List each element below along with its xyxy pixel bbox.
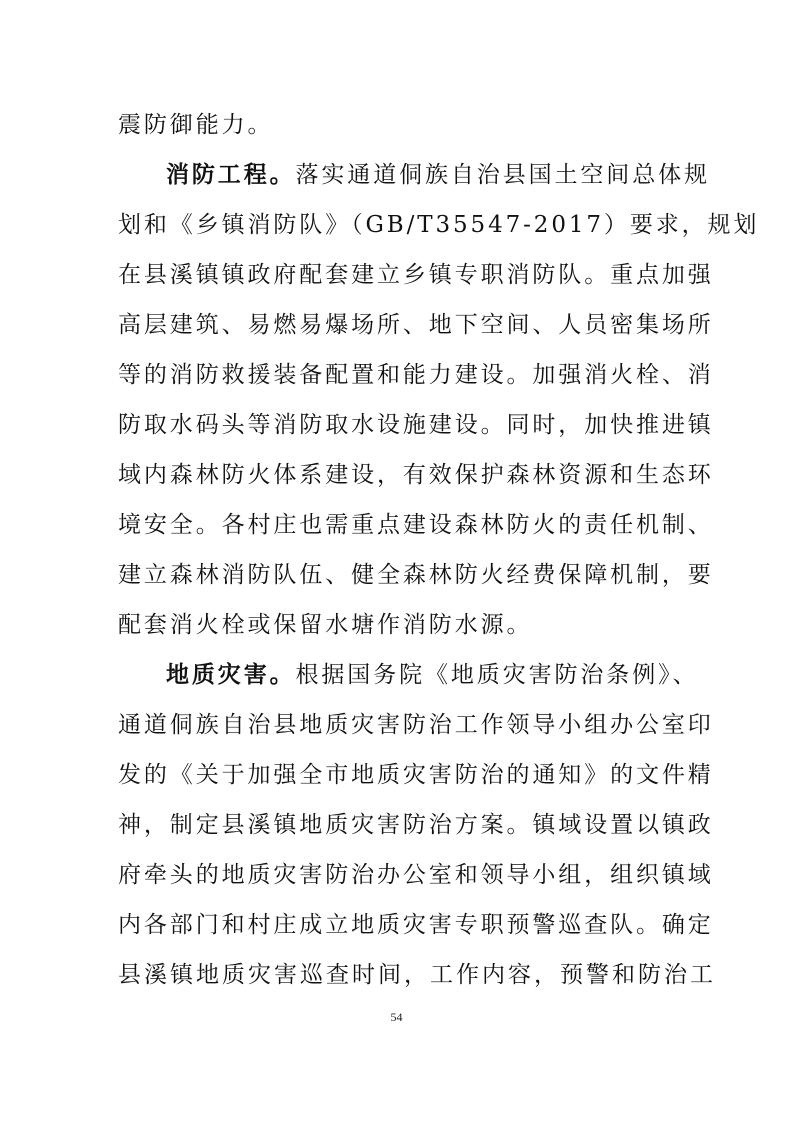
text-line (118, 455, 714, 495)
line-text: 根据国务院《地质灾害防治条例》、 (295, 662, 699, 688)
section-heading-fire-engineering: 消防工程。 (166, 162, 296, 188)
line-text: 高层建筑、易燃易爆场所、地下空间、人员密集场所 (118, 312, 714, 338)
line-text: 建立森林消防队伍、健全森林防火经费保障机制，要 (118, 562, 714, 588)
section-heading-geological-hazards: 地质灾害。 (166, 662, 296, 688)
line-text: 震防御能力。 (118, 112, 274, 138)
paragraph-heading-line (166, 655, 699, 695)
line-text: 县溪镇地质灾害巡查时间，工作内容，预警和防治工 (118, 962, 716, 988)
line-text: 府牵头的地质灾害防治办公室和领导小组，组织镇域 (118, 862, 714, 888)
text-line (118, 705, 714, 745)
text-line (118, 505, 714, 545)
line-text: 通道侗族自治县地质灾害防治工作领导小组办公室印 (118, 712, 714, 738)
text-line (118, 355, 714, 395)
text-line (118, 205, 760, 245)
text-line (118, 905, 714, 945)
line-text: 发的《关于加强全市地质灾害防治的通知》的文件精 (118, 762, 714, 788)
text-line (118, 555, 714, 595)
line-text: 在县溪镇镇政府配套建立乡镇专职消防队。重点加强 (118, 262, 714, 288)
page-number: 54 (390, 1010, 403, 1024)
line-text: 落实通道侗族自治县国土空间总体规 (295, 162, 710, 188)
text-line (118, 305, 714, 345)
text-line (118, 805, 714, 845)
text-line (118, 255, 714, 295)
paragraph-heading-line (166, 155, 710, 195)
line-text: 配套消火栓或保留水塘作消防水源。 (118, 612, 533, 638)
line-text: 域内森林防火体系建设，有效保护森林资源和生态环 (118, 462, 714, 488)
text-line (118, 955, 716, 995)
line-text: 等的消防救援装备配置和能力建设。加强消火栓、消 (118, 362, 714, 388)
text-line (118, 855, 714, 895)
text-line (118, 105, 678, 145)
text-line (118, 405, 714, 445)
line-text: 神，制定县溪镇地质灾害防治方案。镇域设置以镇政 (118, 812, 714, 838)
line-text: 防取水码头等消防取水设施建设。同时，加快推进镇 (118, 412, 714, 438)
line-text: 境安全。各村庄也需重点建设森林防火的责任机制、 (118, 512, 714, 538)
text-line (118, 755, 714, 795)
text-line (118, 605, 678, 645)
line-text: 划和《乡镇消防队》（GB/T35547-2017）要求，规划 (118, 212, 760, 238)
line-text: 内各部门和村庄成立地质灾害专职预警巡查队。确定 (118, 912, 714, 938)
